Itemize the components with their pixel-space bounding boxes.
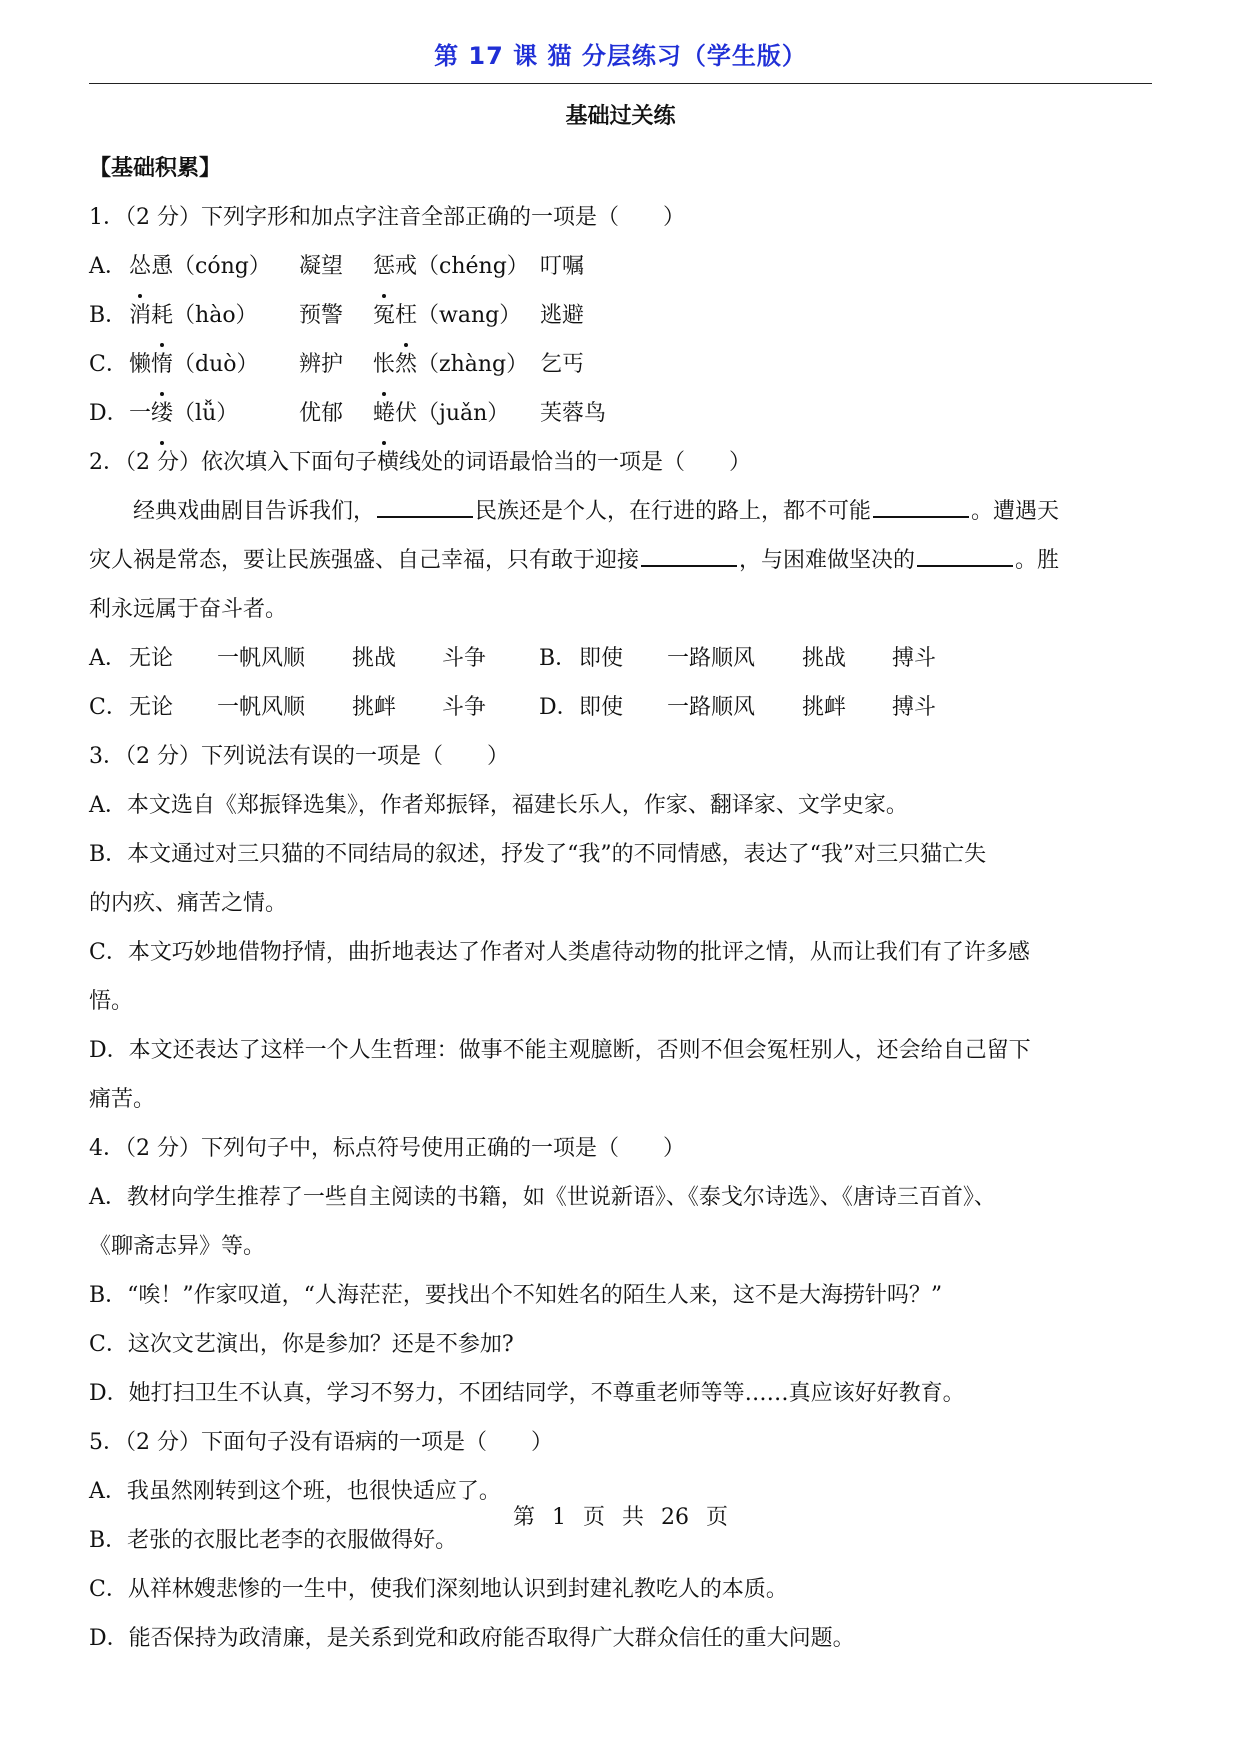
q5-option-b: B．老张的衣服比老李的衣服做得好。	[89, 1528, 458, 1553]
option-word-3: 蜷伏（juǎn）	[373, 389, 540, 438]
option-word-1: 怂恿（cóng）	[129, 242, 299, 291]
option-word-3: 惩戒（chéng）	[373, 242, 540, 291]
q5-option-a: A．我虽然刚转到这个班，也很快适应了。	[89, 1479, 501, 1504]
q2-options-row-2: C．无论 一帆风顺 挑衅 斗争 D．即使 一路顺风 挑衅 搏斗	[89, 695, 937, 720]
option-word-1: 懒惰（duò）	[129, 340, 299, 389]
dotted-char: 耗	[151, 291, 173, 340]
option-label: B．	[89, 303, 128, 328]
q5-stem: 5．（2 分）下面句子没有语病的一项是（ ）	[89, 1430, 553, 1455]
q3-option-b-cont: 的内疚、痛苦之情。	[89, 891, 288, 916]
q4-option-a: A．教材向学生推荐了一些自主阅读的书籍，如《世说新语》、《泰戈尔诗选》、《唐诗三百首》、	[89, 1185, 996, 1210]
subsection-heading: 【基础积累】	[89, 156, 222, 181]
fill-blank	[641, 541, 737, 567]
option-word-2: 优郁	[299, 401, 344, 426]
q1-option-c	[89, 340, 1154, 389]
q3-option-a: A．本文选自《郑振铎选集》，作者郑振铎，福建长乐人，作家、翻译家、文学史家。	[89, 793, 908, 818]
q3-stem: 3．（2 分）下列说法有误的一项是（ ）	[89, 744, 509, 769]
q2-stem: 2．（2 分）依次填入下面句子横线处的词语最恰当的一项是（ ）	[89, 450, 751, 475]
section-title: 基础过关练	[565, 104, 676, 129]
option-word-2: 预警	[299, 303, 344, 328]
q1-option-d	[89, 389, 1154, 438]
q2-passage-line-3: 利永远属于奋斗者。	[89, 597, 288, 622]
option-word-4: 乞丐	[540, 352, 585, 377]
q4-stem: 4．（2 分）下列句子中，标点符号使用正确的一项是（ ）	[89, 1136, 685, 1161]
option-word-4: 逃避	[540, 303, 585, 328]
dotted-char: 怅	[373, 340, 395, 389]
option-word-3: 怅然（zhàng）	[373, 340, 540, 389]
dotted-char: 蜷	[373, 389, 395, 438]
fill-blank	[377, 492, 473, 518]
dotted-char: 怂	[129, 242, 151, 291]
dotted-char: 惩	[373, 242, 395, 291]
q1-option-b	[89, 291, 1154, 340]
fill-blank	[917, 541, 1013, 567]
q2-options-row-1: A．无论 一帆风顺 挑战 斗争 B．即使 一路顺风 挑战 搏斗	[89, 646, 937, 671]
q3-option-c-cont: 悟。	[89, 989, 134, 1014]
option-label: A．	[89, 254, 127, 279]
page-number: 第 1 页 共 26 页	[513, 1505, 728, 1530]
q1-option-a	[89, 242, 1154, 291]
q4-option-c: C．这次文艺演出，你是参加？还是不参加?	[89, 1332, 514, 1357]
q3-option-d: D．本文还表达了这样一个人生哲理：做事不能主观臆断，否则不但会冤枉别人，还会给自己留下	[89, 1038, 1031, 1063]
q4-option-b: B．“唉！”作家叹道，“人海茫茫，要找出个不知姓名的陌生人来，这不是大海捞针吗？”	[89, 1283, 943, 1308]
header-divider	[89, 83, 1152, 84]
option-word-3: 冤枉（wang）	[373, 291, 540, 340]
q5-option-c: C．从祥林嫂悲惨的一生中，使我们深刻地认识到封建礼教吃人的本质。	[89, 1577, 788, 1602]
header-title: 第 17 课 猫 分层练习（学生版）	[434, 42, 807, 70]
q2-passage-line-2: 灾人祸是常态，要让民族强盛、自己幸福，只有敢于迎接 ，与困难做坚决的 。胜	[89, 536, 1154, 585]
fill-blank	[873, 492, 969, 518]
q2-passage-line-1: 经典戏曲剧目告诉我们， 民族还是个人，在行进的路上，都不可能 。遭遇天	[89, 487, 1154, 536]
q4-option-a-cont: 《聊斋志异》等。	[89, 1234, 266, 1259]
q1-stem: 1．（2 分）下列字形和加点字注音全部正确的一项是（ ）	[89, 205, 685, 230]
option-word-1: 消耗（hào）	[129, 291, 299, 340]
option-word-4: 芙蓉鸟	[540, 401, 607, 426]
dotted-char: 惰	[151, 340, 173, 389]
q3-option-c: C．本文巧妙地借物抒情，曲折地表达了作者对人类虐待动物的批评之情，从而让我们有了许多感	[89, 940, 1030, 965]
option-word-1: 一缕（lǚ）	[129, 389, 299, 438]
option-label: D．	[89, 401, 129, 426]
option-word-4: 叮嘱	[540, 254, 585, 279]
question-content	[89, 144, 1154, 1663]
q3-option-d-cont: 痛苦。	[89, 1087, 156, 1112]
dotted-char: 枉	[395, 291, 417, 340]
q3-option-b: B．本文通过对三只猫的不同结局的叙述，抒发了“我”的不同情感，表达了“我”对三只猫亡失	[89, 842, 987, 867]
option-word-2: 凝望	[299, 254, 344, 279]
q4-option-d: D．她打扫卫生不认真，学习不努力，不团结同学，不尊重老师等等……真应该好好教育。	[89, 1381, 965, 1406]
q5-option-d: D．能否保持为政清廉，是关系到党和政府能否取得广大群众信任的重大问题。	[89, 1626, 855, 1651]
option-label: C．	[89, 352, 128, 377]
dotted-char: 缕	[151, 389, 173, 438]
option-word-2: 辨护	[299, 352, 344, 377]
